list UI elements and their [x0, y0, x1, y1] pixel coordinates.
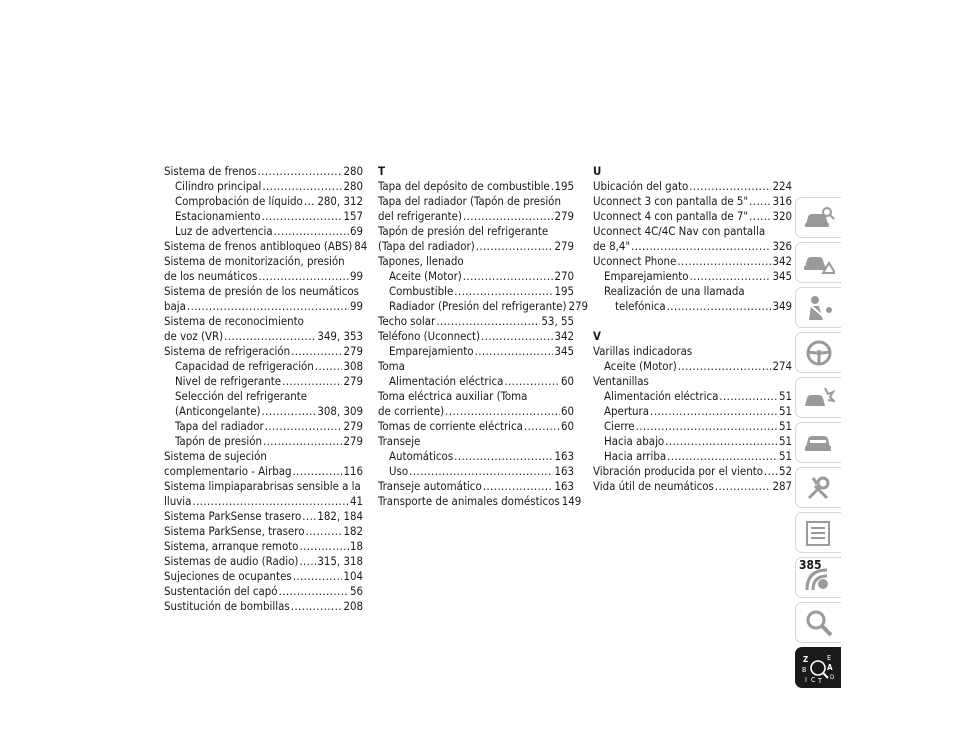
- index-entry-term: Emparejamiento: [604, 269, 689, 283]
- index-entry: [164, 209, 363, 224]
- index-entry: [164, 329, 363, 344]
- chapter-tab-5[interactable]: [795, 377, 841, 418]
- leader-dots: [436, 314, 540, 329]
- magnifier-icon: [803, 609, 835, 637]
- index-entry-pages: 99: [349, 269, 363, 283]
- leader-dots: [299, 539, 349, 554]
- chapter-tab-8[interactable]: [795, 512, 841, 553]
- leader-dots: [636, 419, 778, 434]
- index-entry-pages: 51: [778, 434, 792, 448]
- leader-dots: [454, 284, 553, 299]
- index-entry: [593, 299, 792, 314]
- index-entry: [378, 269, 574, 284]
- leader-dots: [265, 419, 343, 434]
- index-entry-term: Aceite (Motor): [604, 359, 677, 373]
- leader-dots: [463, 269, 554, 284]
- index-entry: [593, 254, 792, 269]
- index-entry: [164, 434, 363, 449]
- leader-dots: [667, 449, 778, 464]
- index-entry-heading: Uconnect 4C/4C Nav con pantalla: [593, 224, 766, 238]
- index-entry: [378, 239, 574, 254]
- index-entry-term: Aceite (Motor): [389, 269, 462, 283]
- index-entry: [593, 449, 792, 464]
- index-entry-pages: 274: [772, 359, 792, 373]
- leader-dots: [187, 299, 349, 314]
- wrench-screwdriver-icon: [803, 474, 835, 502]
- chapter-tab-1[interactable]: [795, 197, 841, 238]
- index-entry-pages: 195: [554, 179, 574, 193]
- index-entry: [378, 179, 574, 194]
- index-entry-pages: 280, 312: [317, 194, 363, 208]
- index-entry: [164, 239, 368, 254]
- index-entry-pages: 345: [772, 269, 792, 283]
- chapter-tab-6[interactable]: [795, 422, 841, 463]
- index-entry-heading: Realización de una llamada: [604, 284, 745, 298]
- leader-dots: [445, 404, 560, 419]
- index-entry-term: Transporte de animales domésticos: [378, 494, 560, 508]
- index-entry: [593, 179, 792, 194]
- leader-dots: [524, 419, 560, 434]
- leader-dots: [749, 209, 771, 224]
- index-entry-term: Apertura: [604, 404, 650, 418]
- index-entry-term: Sistema ParkSense trasero: [164, 509, 302, 523]
- leader-dots: [690, 269, 772, 284]
- index-entry-pages: 342: [772, 254, 792, 268]
- index-entry-term: Sistema ParkSense, trasero: [164, 524, 305, 538]
- index-entry-pages: 51: [778, 389, 792, 403]
- leader-dots: [689, 179, 771, 194]
- index-entry-term: Alimentación eléctrica: [604, 389, 719, 403]
- svg-text:T: T: [818, 677, 822, 684]
- index-entry: [378, 449, 574, 464]
- index-entry-term: Teléfono (Uconnect): [378, 329, 481, 343]
- index-entry-term: Vibración producida por el viento: [593, 464, 764, 478]
- index-entry-heading: Sistema de reconocimiento: [164, 314, 304, 328]
- leader-dots: [282, 374, 342, 389]
- index-entry-term: Tapa del depósito de combustible: [378, 179, 550, 193]
- index-entry: [164, 344, 363, 359]
- alphabetical-index-icon: [800, 652, 836, 684]
- index-entry-pages: 279: [554, 239, 574, 253]
- index-entry-pages: 326: [772, 239, 792, 253]
- index-entry-pages: 279: [568, 299, 589, 313]
- index-entry-heading: Selección del refrigerante: [175, 389, 308, 403]
- index-entry: [378, 329, 574, 344]
- leader-dots: [665, 434, 778, 449]
- car-crash-icon: [803, 384, 835, 412]
- index-entry-term: Sistema de refrigeración: [164, 344, 291, 358]
- index-entry-pages: 208: [343, 599, 363, 613]
- index-entry-term: Vida útil de neumáticos: [593, 479, 714, 493]
- leader-dots: [293, 569, 343, 584]
- index-entry-term: Hacia abajo: [604, 434, 665, 448]
- chapter-tab-11[interactable]: [795, 647, 841, 688]
- index-entry-pages: 342: [554, 329, 574, 343]
- index-entry-term: Sistema de frenos antibloqueo (ABS): [164, 239, 353, 253]
- index-entry: [164, 224, 363, 239]
- index-entry-pages: 157: [343, 209, 363, 223]
- index-entry: [593, 389, 792, 404]
- svg-text:Z: Z: [803, 655, 809, 664]
- index-entry-pages: 60: [560, 419, 574, 433]
- index-entry: [378, 479, 574, 494]
- index-entry-term: (Anticongelante): [175, 404, 261, 418]
- index-entry: [378, 419, 574, 434]
- index-entry-heading: Tapones, llenado: [378, 254, 464, 268]
- index-entry: [164, 494, 363, 509]
- index-entry-pages: 270: [554, 269, 574, 283]
- chapter-tab-3[interactable]: [795, 287, 841, 328]
- index-entry-term: Transeje automático: [378, 479, 482, 493]
- svg-text:E: E: [827, 654, 831, 662]
- leader-dots: [262, 179, 342, 194]
- index-entry-pages: 163: [554, 479, 574, 493]
- index-entry-term: Uconnect Phone: [593, 254, 677, 268]
- index-entry: [593, 209, 792, 224]
- index-entry: [164, 539, 363, 554]
- index-entry-pages: 99: [349, 299, 363, 313]
- index-entry-term: Sistemas de audio (Radio): [164, 554, 299, 568]
- steering-wheel-icon: [803, 339, 835, 367]
- leader-dots: [631, 239, 771, 254]
- index-entry-term: Sustentación del capó: [164, 584, 278, 598]
- index-column-3: [593, 164, 792, 494]
- index-entry: [164, 584, 363, 599]
- section-letter-v: V: [593, 329, 601, 343]
- section-letter-t: T: [378, 164, 385, 178]
- index-entry-pages: 56: [349, 584, 363, 598]
- index-entry: [593, 239, 792, 254]
- chapter-tabs: [795, 197, 841, 692]
- leader-dots: [483, 479, 554, 494]
- leader-dots: [262, 209, 343, 224]
- index-entry-heading: Tapón de presión del refrigerante: [378, 224, 549, 238]
- index-entry: [164, 359, 363, 374]
- leader-dots: [715, 479, 772, 494]
- index-entry: [593, 464, 792, 479]
- index-entry-term: del refrigerante): [378, 209, 462, 223]
- leader-dots: [279, 584, 349, 599]
- index-entry-pages: 53, 55: [541, 314, 574, 328]
- leader-dots: [258, 269, 349, 284]
- index-entry-term: Estacionamiento: [175, 209, 261, 223]
- index-entry-pages: 51: [778, 404, 792, 418]
- index-entry-term: Cierre: [604, 419, 635, 433]
- index-entry-term: Uconnect 3 con pantalla de 5": [593, 194, 749, 208]
- index-entry-term: Hacia arriba: [604, 449, 667, 463]
- index-entry-term: Sistema, arranque remoto: [164, 539, 299, 553]
- index-entry-term: Sustitución de bombillas: [164, 599, 290, 613]
- leader-dots: [551, 179, 554, 194]
- leader-dots: [476, 239, 554, 254]
- index-entry-term: Tomas de corriente eléctrica: [378, 419, 523, 433]
- index-entry: [164, 524, 363, 539]
- leader-dots: [262, 404, 317, 419]
- index-entry-heading: Sistema limpiaparabrisas sensible a la: [164, 479, 361, 493]
- index-entry-term: de 8,4": [593, 239, 631, 253]
- index-entry-term: Capacidad de refrigeración: [175, 359, 314, 373]
- index-entry-pages: 69: [349, 224, 363, 238]
- leader-dots: [192, 494, 349, 509]
- index-entry-term: de corriente): [378, 404, 445, 418]
- leader-dots: [409, 464, 553, 479]
- index-entry: [164, 164, 363, 179]
- seatbelt-icon: [803, 294, 835, 322]
- index-entry-heading: Sistema de presión de los neumáticos: [164, 284, 360, 298]
- index-entry-term: lluvia: [164, 494, 192, 508]
- index-entry-pages: 349: [772, 299, 792, 313]
- index-entry-term: Luz de advertencia: [175, 224, 273, 238]
- index-entry-heading: Sistema de monitorización, presión: [164, 254, 345, 268]
- index-entry-pages: 287: [772, 479, 792, 493]
- leader-dots: [677, 254, 771, 269]
- section-letter-u: U: [593, 164, 602, 178]
- index-entry-pages: 320: [772, 209, 792, 223]
- index-entry: [378, 299, 589, 314]
- index-entry-pages: 163: [554, 464, 574, 478]
- index-entry: [378, 209, 574, 224]
- index-entry-term: Ubicación del gato: [593, 179, 689, 193]
- leader-dots: [475, 344, 554, 359]
- index-entry-pages: 51: [778, 449, 792, 463]
- leader-dots: [274, 224, 349, 239]
- leader-dots: [291, 599, 343, 614]
- leader-dots: [302, 509, 316, 524]
- index-entry-term: Comprobación de líquido: [175, 194, 303, 208]
- index-entry: [593, 479, 792, 494]
- leader-dots: [504, 374, 560, 389]
- index-entry: [378, 374, 574, 389]
- svg-text:A: A: [827, 663, 833, 672]
- index-entry-pages: 104: [343, 569, 363, 583]
- leader-dots: [305, 524, 342, 539]
- index-entry-pages: 315, 318: [317, 554, 363, 568]
- index-entry: [593, 434, 792, 449]
- index-entry: [378, 284, 574, 299]
- index-entry-pages: 41: [349, 494, 363, 508]
- index-entry-heading: Ventanillas: [593, 374, 649, 388]
- index-entry: [378, 404, 574, 419]
- index-entry-pages: 60: [560, 374, 574, 388]
- leader-dots: [263, 434, 342, 449]
- index-entry-pages: 18: [349, 539, 363, 553]
- leader-dots: [299, 554, 316, 569]
- index-entry-pages: 182, 184: [317, 509, 363, 523]
- index-entry: [378, 314, 574, 329]
- index-entry: [164, 419, 363, 434]
- index-entry: [164, 404, 363, 419]
- index-entry-pages: 149: [561, 494, 582, 508]
- index-entry-pages: 280: [343, 164, 363, 178]
- section-gap: [593, 314, 792, 329]
- index-entry: [593, 404, 792, 419]
- car-service-icon: [803, 429, 835, 457]
- svg-text:C: C: [811, 676, 816, 684]
- index-entry-term: Sujeciones de ocupantes: [164, 569, 292, 583]
- svg-text:I: I: [805, 676, 807, 684]
- leader-dots: [719, 389, 778, 404]
- index-entry-term: de los neumáticos: [164, 269, 258, 283]
- index-entry-pages: 51: [778, 419, 792, 433]
- leader-dots: [650, 404, 778, 419]
- index-entry-pages: 84: [354, 239, 368, 253]
- page-number: 385: [799, 558, 822, 572]
- index-column-2: [378, 164, 589, 509]
- index-entry: [164, 269, 363, 284]
- svg-text:B: B: [802, 666, 807, 674]
- index-entry-pages: 279: [343, 419, 363, 433]
- index-entry: [164, 509, 363, 524]
- index-entry-pages: 52: [778, 464, 792, 478]
- index-entry-pages: 308: [343, 359, 363, 373]
- leader-dots: [678, 359, 772, 374]
- index-entry-term: Combustible: [389, 284, 454, 298]
- index-entry: [378, 464, 574, 479]
- index-entry-term: (Tapa del radiador): [378, 239, 475, 253]
- index-entry-term: Nivel de refrigerante: [175, 374, 282, 388]
- index-entry-pages: 308, 309: [317, 404, 363, 418]
- car-warning-icon: [803, 249, 835, 277]
- index-entry-pages: 116: [343, 464, 363, 478]
- index-column-1: [164, 164, 368, 614]
- index-entry: [164, 299, 363, 314]
- index-entry-term: Automáticos: [389, 449, 454, 463]
- index-entry: [378, 494, 582, 509]
- chapter-tab-2[interactable]: [795, 242, 841, 283]
- index-entry-term: Tapa del radiador: [175, 419, 264, 433]
- index-entry-term: Emparejamiento: [389, 344, 474, 358]
- index-entry-term: de voz (VR): [164, 329, 224, 343]
- chapter-tab-10[interactable]: [795, 602, 841, 643]
- index-entry-pages: 279: [343, 344, 363, 358]
- index-entry: [164, 194, 363, 209]
- leader-dots: [481, 329, 553, 344]
- leader-dots: [749, 194, 771, 209]
- index-entry: [164, 599, 363, 614]
- index-entry-term: telefónica: [615, 299, 666, 313]
- index-entry-pages: 279: [343, 374, 363, 388]
- index-entry-pages: 280: [343, 179, 363, 193]
- index-entry-pages: 195: [554, 284, 574, 298]
- index-entry-heading: Sistema de sujeción: [164, 449, 267, 463]
- index-entry: [164, 464, 363, 479]
- index-entry-term: Alimentación eléctrica: [389, 374, 504, 388]
- svg-text:D: D: [830, 674, 835, 681]
- index-entry-heading: Transeje: [378, 434, 421, 448]
- index-entry-term: Techo solar: [378, 314, 436, 328]
- index-entry-pages: 279: [343, 434, 363, 448]
- index-entry-term: Radiador (Presión del refrigerante): [389, 299, 567, 313]
- index-entry: [593, 194, 792, 209]
- index-entry: [593, 419, 792, 434]
- leader-dots: [764, 464, 778, 479]
- leader-dots: [667, 299, 772, 314]
- chapter-tab-7[interactable]: [795, 467, 841, 508]
- leader-dots: [304, 194, 317, 209]
- index-entry-heading: Toma eléctrica auxiliar (Toma: [378, 389, 528, 403]
- leader-dots: [463, 209, 553, 224]
- car-key-icon: [803, 204, 835, 232]
- index-entry: [593, 269, 792, 284]
- index-entry-heading: Varillas indicadoras: [593, 344, 693, 358]
- index-entry: [164, 569, 363, 584]
- index-entry-term: complementario - Airbag: [164, 464, 292, 478]
- leader-dots: [315, 359, 343, 374]
- index-entry: [593, 359, 792, 374]
- index-entry-pages: 316: [772, 194, 792, 208]
- index-entry: [164, 554, 363, 569]
- chapter-tab-4[interactable]: [795, 332, 841, 373]
- index-entry-term: Tapón de presión: [175, 434, 262, 448]
- index-entry-term: baja: [164, 299, 186, 313]
- index-entry: [164, 179, 363, 194]
- index-entry-heading: Tapa del radiador (Tapón de presión: [378, 194, 561, 208]
- index-entry-pages: 279: [554, 209, 574, 223]
- leader-dots: [454, 449, 553, 464]
- leader-dots: [291, 344, 342, 359]
- index-entry-pages: 345: [554, 344, 574, 358]
- index-entry-pages: 163: [554, 449, 574, 463]
- leader-dots: [224, 329, 316, 344]
- index-entry-heading: Toma: [378, 359, 405, 373]
- index-entry-term: Cilindro principal: [175, 179, 262, 193]
- index-entry-pages: 349, 353: [317, 329, 363, 343]
- leader-dots: [258, 164, 343, 179]
- index-entry: [164, 374, 363, 389]
- index-entry-pages: 182: [343, 524, 363, 538]
- index-entry-term: Uso: [389, 464, 409, 478]
- specifications-list-icon: [803, 519, 835, 547]
- index-entry-pages: 60: [560, 404, 574, 418]
- index-entry-term: Sistema de frenos: [164, 164, 257, 178]
- index-entry: [378, 344, 574, 359]
- index-entry-term: Uconnect 4 con pantalla de 7": [593, 209, 749, 223]
- index-entry-pages: 224: [772, 179, 792, 193]
- leader-dots: [293, 464, 343, 479]
